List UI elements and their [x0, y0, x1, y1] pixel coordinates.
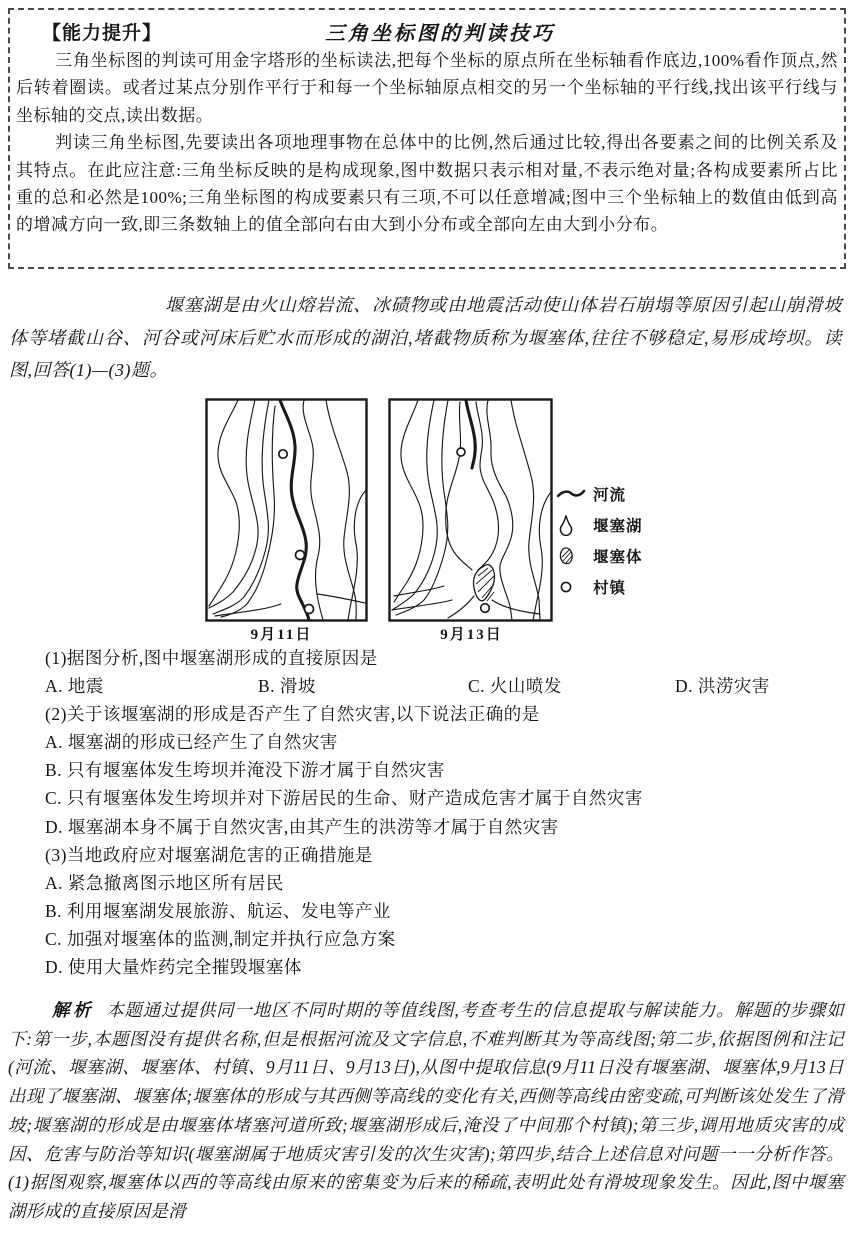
question-3-option-c: C. 加强对堰塞体的监测,制定并执行应急方案: [45, 928, 396, 949]
map-sept-13: [388, 398, 553, 622]
question-2-stem: (2)关于该堰塞湖的形成是否产生了自然灾害,以下说法正确的是: [45, 704, 540, 725]
contour-lines: [209, 400, 366, 620]
contour-lines: [392, 400, 551, 620]
option-d: D. 洪涝灾害: [675, 676, 770, 697]
barrier-lake-icon: [556, 514, 586, 536]
legend-label: 堰塞体: [593, 548, 643, 566]
ability-tip-box: [8, 8, 846, 269]
legend-item-barrier-body: [556, 540, 643, 571]
river-path: [466, 400, 475, 468]
legend-label: 堰塞湖: [593, 517, 643, 535]
option-b: B. 滑坡: [258, 676, 316, 697]
legend-item-river: [556, 478, 643, 509]
legend-item-village: [556, 571, 643, 602]
barrier-lake-intro-paragraph: 堰塞湖是由火山熔岩流、冰碛物或由地震活动使山体岩石崩塌等原因引起山崩滑坡体等堵截山谷、河谷或河床后贮水而形成的湖泊,堵截物质称为堰塞体,往往不够稳定,易形成垮坝。读图,回答(1)—(3)题。: [9, 295, 842, 380]
ability-label: 【能力提升】: [42, 22, 163, 44]
village-marker: [305, 605, 314, 614]
question-3-option-b: B. 利用堰塞湖发展旅游、航运、发电等产业: [45, 900, 391, 921]
legend-label: 河流: [593, 486, 627, 504]
caption-sept-13: 9月13日: [440, 627, 503, 643]
river-path: [280, 400, 309, 620]
analysis-label: 解析: [52, 1000, 95, 1020]
tip-paragraph-2: 判读三角坐标图,先要读出各项地理事物在总体中的比例,然后通过比较,得出各要素之间的比例关系及其特点。在此应注意:三角坐标反映的是构成现象,图中数据只表示相对量,不表示绝对量;各构成要素所占比重的总和必然是100%;三角坐标图的构成要素只有三项,不可以任意增减;图中三个坐标轴上的数值由低到高的增减方向一致,即三条数轴上的值全部向右由大到小分布或全部向左由大到小分布。: [16, 133, 838, 235]
contour-map-figure: [0, 398, 850, 644]
option-c: C. 火山喷发: [468, 676, 562, 697]
question-2-option-a: A. 堰塞湖的形成已经产生了自然灾害: [45, 732, 338, 753]
map-frame: [390, 400, 552, 621]
river-line-icon: [556, 483, 586, 505]
tip-box-title: 三角坐标图的判读技巧: [325, 22, 555, 45]
tip-paragraph-1: 三角坐标图的判读可用金字塔形的坐标读法,把每个坐标的原点所在坐标轴看作底边,100%看作顶点,然后转着圈读。或者过某点分别作平行于和每一个坐标轴原点相交的另一个坐标轴的平行线,找出该平行线与坐标轴的交点,读出数据。: [16, 51, 838, 125]
question-block: [45, 644, 835, 981]
question-2-option-b: B. 只有堰塞体发生垮坝并淹没下游才属于自然灾害: [45, 760, 445, 781]
question-1-stem: (1)据图分析,图中堰塞湖形成的直接原因是: [45, 648, 378, 668]
analysis-paragraph: [8, 996, 844, 1226]
legend-item-barrier-lake: [556, 509, 643, 540]
village-marker: [279, 450, 287, 458]
question-3-stem: (3)当地政府应对堰塞湖危害的正确措施是: [45, 844, 373, 865]
tip-box-header: [16, 15, 838, 47]
village-marker: [457, 448, 465, 456]
village-marker: [296, 551, 305, 560]
legend-label: 村镇: [593, 579, 627, 597]
question-3-option-d: D. 使用大量炸药完全摧毁堰塞体: [45, 957, 302, 978]
map-legend: [556, 478, 643, 602]
map-sept-11: [205, 398, 368, 622]
barrier-body-blob: [473, 565, 494, 601]
question-1-options: [45, 672, 835, 700]
question-2-option-d: D. 堰塞湖本身不属于自然灾害,由其产生的洪涝等才属于自然灾害: [45, 816, 559, 837]
village-icon: [556, 576, 586, 598]
question-3-option-a: A. 紧急撤离图示地区所有居民: [45, 872, 284, 893]
analysis-text: 本题通过提供同一地区不同时期的等值线图,考查考生的信息提取与解读能力。解题的步骤如下:第一步,本题图没有提供名称,但是根据河流及文字信息,不难判断其为等高线图;第二步,依据图例和注记(河流、堰塞湖、堰塞体、村镇、9月11日、9月13日),从图中提取信息(9月11日没有堰塞湖、堰塞体,9月13日出现了堰塞湖、堰塞体;堰塞体的形成与其西侧等高线的变化有关,西侧等高线由密变疏,可判断该处发生了滑坡;堰塞湖的形成是由堰塞体堵塞河道所致;堰塞湖形成后,淹没了中间那个村镇);第三步,调用地质灾害的成因、危害与防治等知识(堰塞湖属于地质灾害引发的次生灾害);第四步,结合上述信息对问题一一分析作答。(1)据图观察,堰塞体以西的等高线由原来的密集变为后来的稀疏,表明此处有滑坡现象发生。因此,图中堰塞湖形成的直接原因是滑: [8, 1000, 845, 1221]
map-frame: [207, 400, 367, 621]
village-marker: [481, 604, 490, 613]
barrier-body-icon: [556, 545, 586, 567]
caption-sept-11: 9月11日: [250, 627, 313, 643]
question-2-option-c: C. 只有堰塞体发生垮坝并对下游居民的生命、财产造成危害才属于自然灾害: [45, 788, 643, 809]
option-a: A. 地震: [45, 676, 104, 697]
